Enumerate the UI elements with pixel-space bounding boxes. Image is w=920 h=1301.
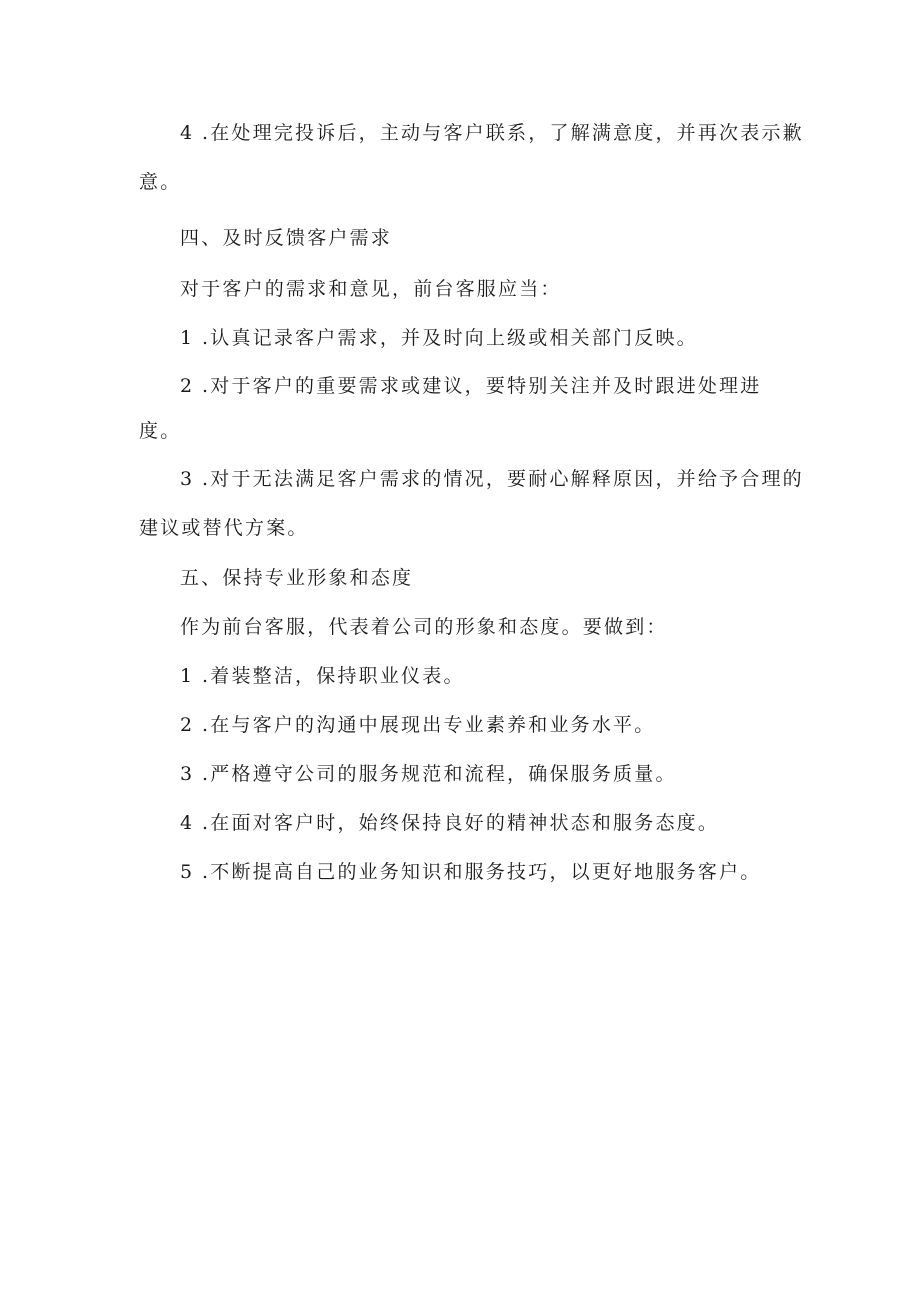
section-5-item-4 (180, 811, 719, 835)
list-number: 1 (180, 665, 193, 687)
list-number: 1 (180, 327, 193, 349)
list-number: 5 (180, 861, 193, 883)
list-text: .在与客户的沟通中展现出专业素养和业务水平。 (202, 714, 656, 736)
section-4-item-3 (180, 467, 804, 491)
list-number: 4 (180, 812, 193, 834)
list-item-prev-4-continuation: 意。 (139, 171, 182, 193)
list-text: .不断提高自己的业务知识和服务技巧，以更好地服务客户。 (202, 861, 762, 883)
section-4-heading: 四、及时反馈客户需求 (180, 227, 393, 249)
section-5-item-5 (180, 860, 761, 884)
list-number: 3 (180, 763, 193, 785)
section-5-item-3 (180, 762, 677, 786)
list-text: .在处理完投诉后，主动与客户联系，了解满意度，并再次表示歉 (202, 122, 804, 144)
list-text: .认真记录客户需求，并及时向上级或相关部门反映。 (202, 327, 698, 349)
list-text: .在面对客户时，始终保持良好的精神状态和服务态度。 (202, 812, 720, 834)
list-item-prev-4 (180, 121, 804, 145)
list-text: .着装整洁，保持职业仪表。 (202, 665, 465, 687)
section-4-intro: 对于客户的需求和意见，前台客服应当： (180, 278, 562, 300)
list-number: 4 (180, 122, 193, 144)
section-4-item-3-continuation: 建议或替代方案。 (139, 517, 309, 539)
list-text: .对于客户的重要需求或建议，要特别关注并及时跟进处理进 (202, 375, 762, 397)
section-5-item-1 (180, 664, 465, 688)
list-number: 2 (180, 714, 193, 736)
list-text: .严格遵守公司的服务规范和流程，确保服务质量。 (202, 763, 677, 785)
section-4-item-2-continuation: 度。 (139, 420, 182, 442)
list-text: .对于无法满足客户需求的情况，要耐心解释原因，并给予合理的 (202, 468, 804, 490)
section-4-item-2 (180, 374, 761, 398)
section-5-intro: 作为前台客服，代表着公司的形象和态度。要做到： (180, 616, 668, 638)
section-4-item-1 (180, 326, 698, 350)
section-5-item-2 (180, 713, 655, 737)
list-number: 2 (180, 375, 193, 397)
section-5-heading: 五、保持专业形象和态度 (180, 567, 414, 589)
list-number: 3 (180, 468, 193, 490)
